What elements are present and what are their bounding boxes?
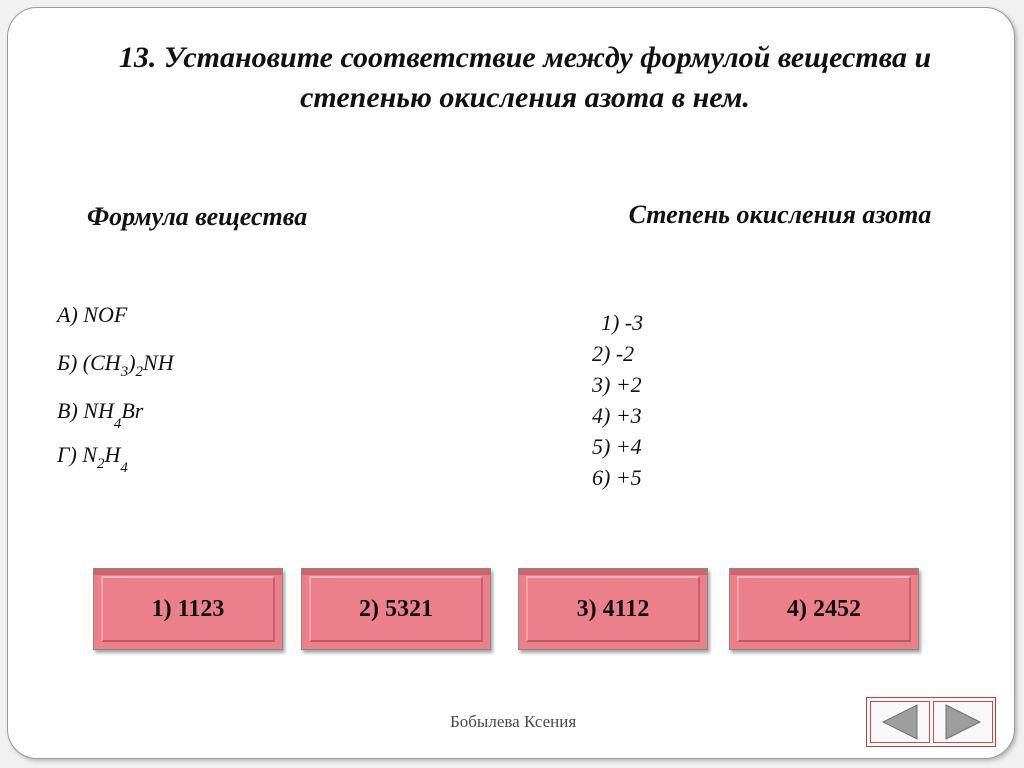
formula-a: А) NOF xyxy=(57,302,128,327)
formula-c: В) $NH_4Br$ xyxy=(57,398,144,432)
oxidation-option: 4) +3 xyxy=(592,403,642,428)
oxidation-option: 5) +4 xyxy=(592,434,642,459)
slide-navigation xyxy=(866,697,996,747)
oxidation-column-heading: Степень окисления азота xyxy=(628,200,932,229)
previous-slide-button[interactable] xyxy=(870,701,930,743)
oxidation-option: 1) -3 xyxy=(601,310,644,335)
formula-column-heading: Формула вещества xyxy=(87,202,308,231)
oxidation-option: 6) +5 xyxy=(592,465,642,490)
next-slide-button[interactable] xyxy=(933,701,993,743)
formula-b: Б) $(CH_3)_2NH$ xyxy=(57,350,174,380)
oxidation-options-list xyxy=(592,307,643,493)
answer-button-1[interactable]: 1) 1123 xyxy=(93,568,283,650)
question-title: 13. Установите соответствие между формулой вещества и степенью окисления азота в нем. xyxy=(118,41,932,114)
formula-d: Г) $N_2H_4$ xyxy=(57,442,128,476)
triangle-left-icon xyxy=(871,702,929,742)
author-name: Бобылева Ксения xyxy=(450,712,577,731)
oxidation-option: 2) -2 xyxy=(592,341,635,366)
triangle-right-icon xyxy=(934,702,992,742)
answer-button-4[interactable]: 4) 2452 xyxy=(729,568,919,650)
answer-button-2[interactable]: 2) 5321 xyxy=(301,568,491,650)
oxidation-option: 3) +2 xyxy=(592,372,642,397)
answer-button-3[interactable]: 3) 4112 xyxy=(518,568,708,650)
